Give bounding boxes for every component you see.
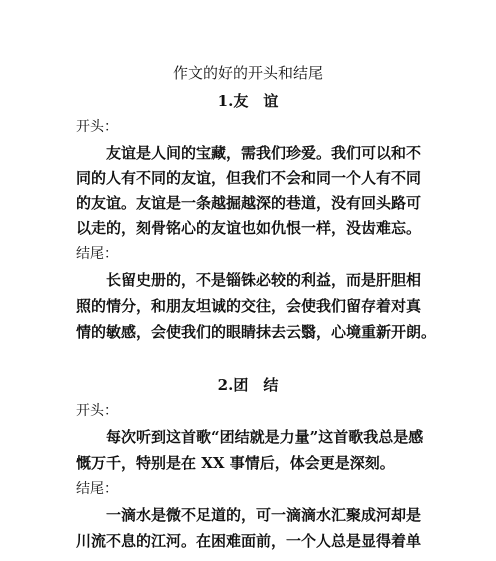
paragraph-line: 友谊是人间的宝藏，需我们珍爱。我们可以和不 (106, 144, 422, 162)
paragraph-line: 的友谊。友谊是一条越掘越深的巷道，没有回头路可 (76, 194, 422, 212)
paragraph-line: 长留史册的，不是锱铢必较的利益，而是肝胆相 (106, 271, 422, 289)
paragraph-line: 照的情分，和朋友坦诚的交往，会使我们留存着对真 (76, 297, 422, 315)
paragraph-line: 同的人有不同的友谊，但我们不会和同一个人有不同 (76, 169, 422, 187)
ending-label: 结尾： (76, 481, 118, 497)
opening-label: 开头： (76, 119, 118, 135)
section-heading-unity: 2.团 结 (217, 376, 279, 394)
paragraph-line: 每次听到这首歌“团结就是力量”这首歌我总是感 (106, 428, 424, 446)
paragraph-line: 川流不息的江河。在困难面前，一个人总是显得着单 (76, 532, 422, 550)
paragraph-line: 慨万千，特别是在 XX 事情后，体会更是深刻。 (76, 454, 395, 472)
document-title: 作文的好的开头和结尾 (172, 64, 323, 82)
ending-label: 结尾： (76, 246, 118, 262)
section-heading-friendship: 1.友 谊 (217, 92, 279, 110)
paragraph-line: 情的敏感，会使我们的眼睛抹去云翳，心境重新开朗。 (76, 323, 437, 341)
paragraph-line: 一滴水是微不足道的，可一滴滴水汇聚成河却是 (106, 506, 422, 524)
paragraph-line: 以走的，刻骨铭心的友谊也如仇恨一样，没齿难忘。 (76, 219, 422, 237)
opening-label: 开头： (76, 403, 118, 419)
